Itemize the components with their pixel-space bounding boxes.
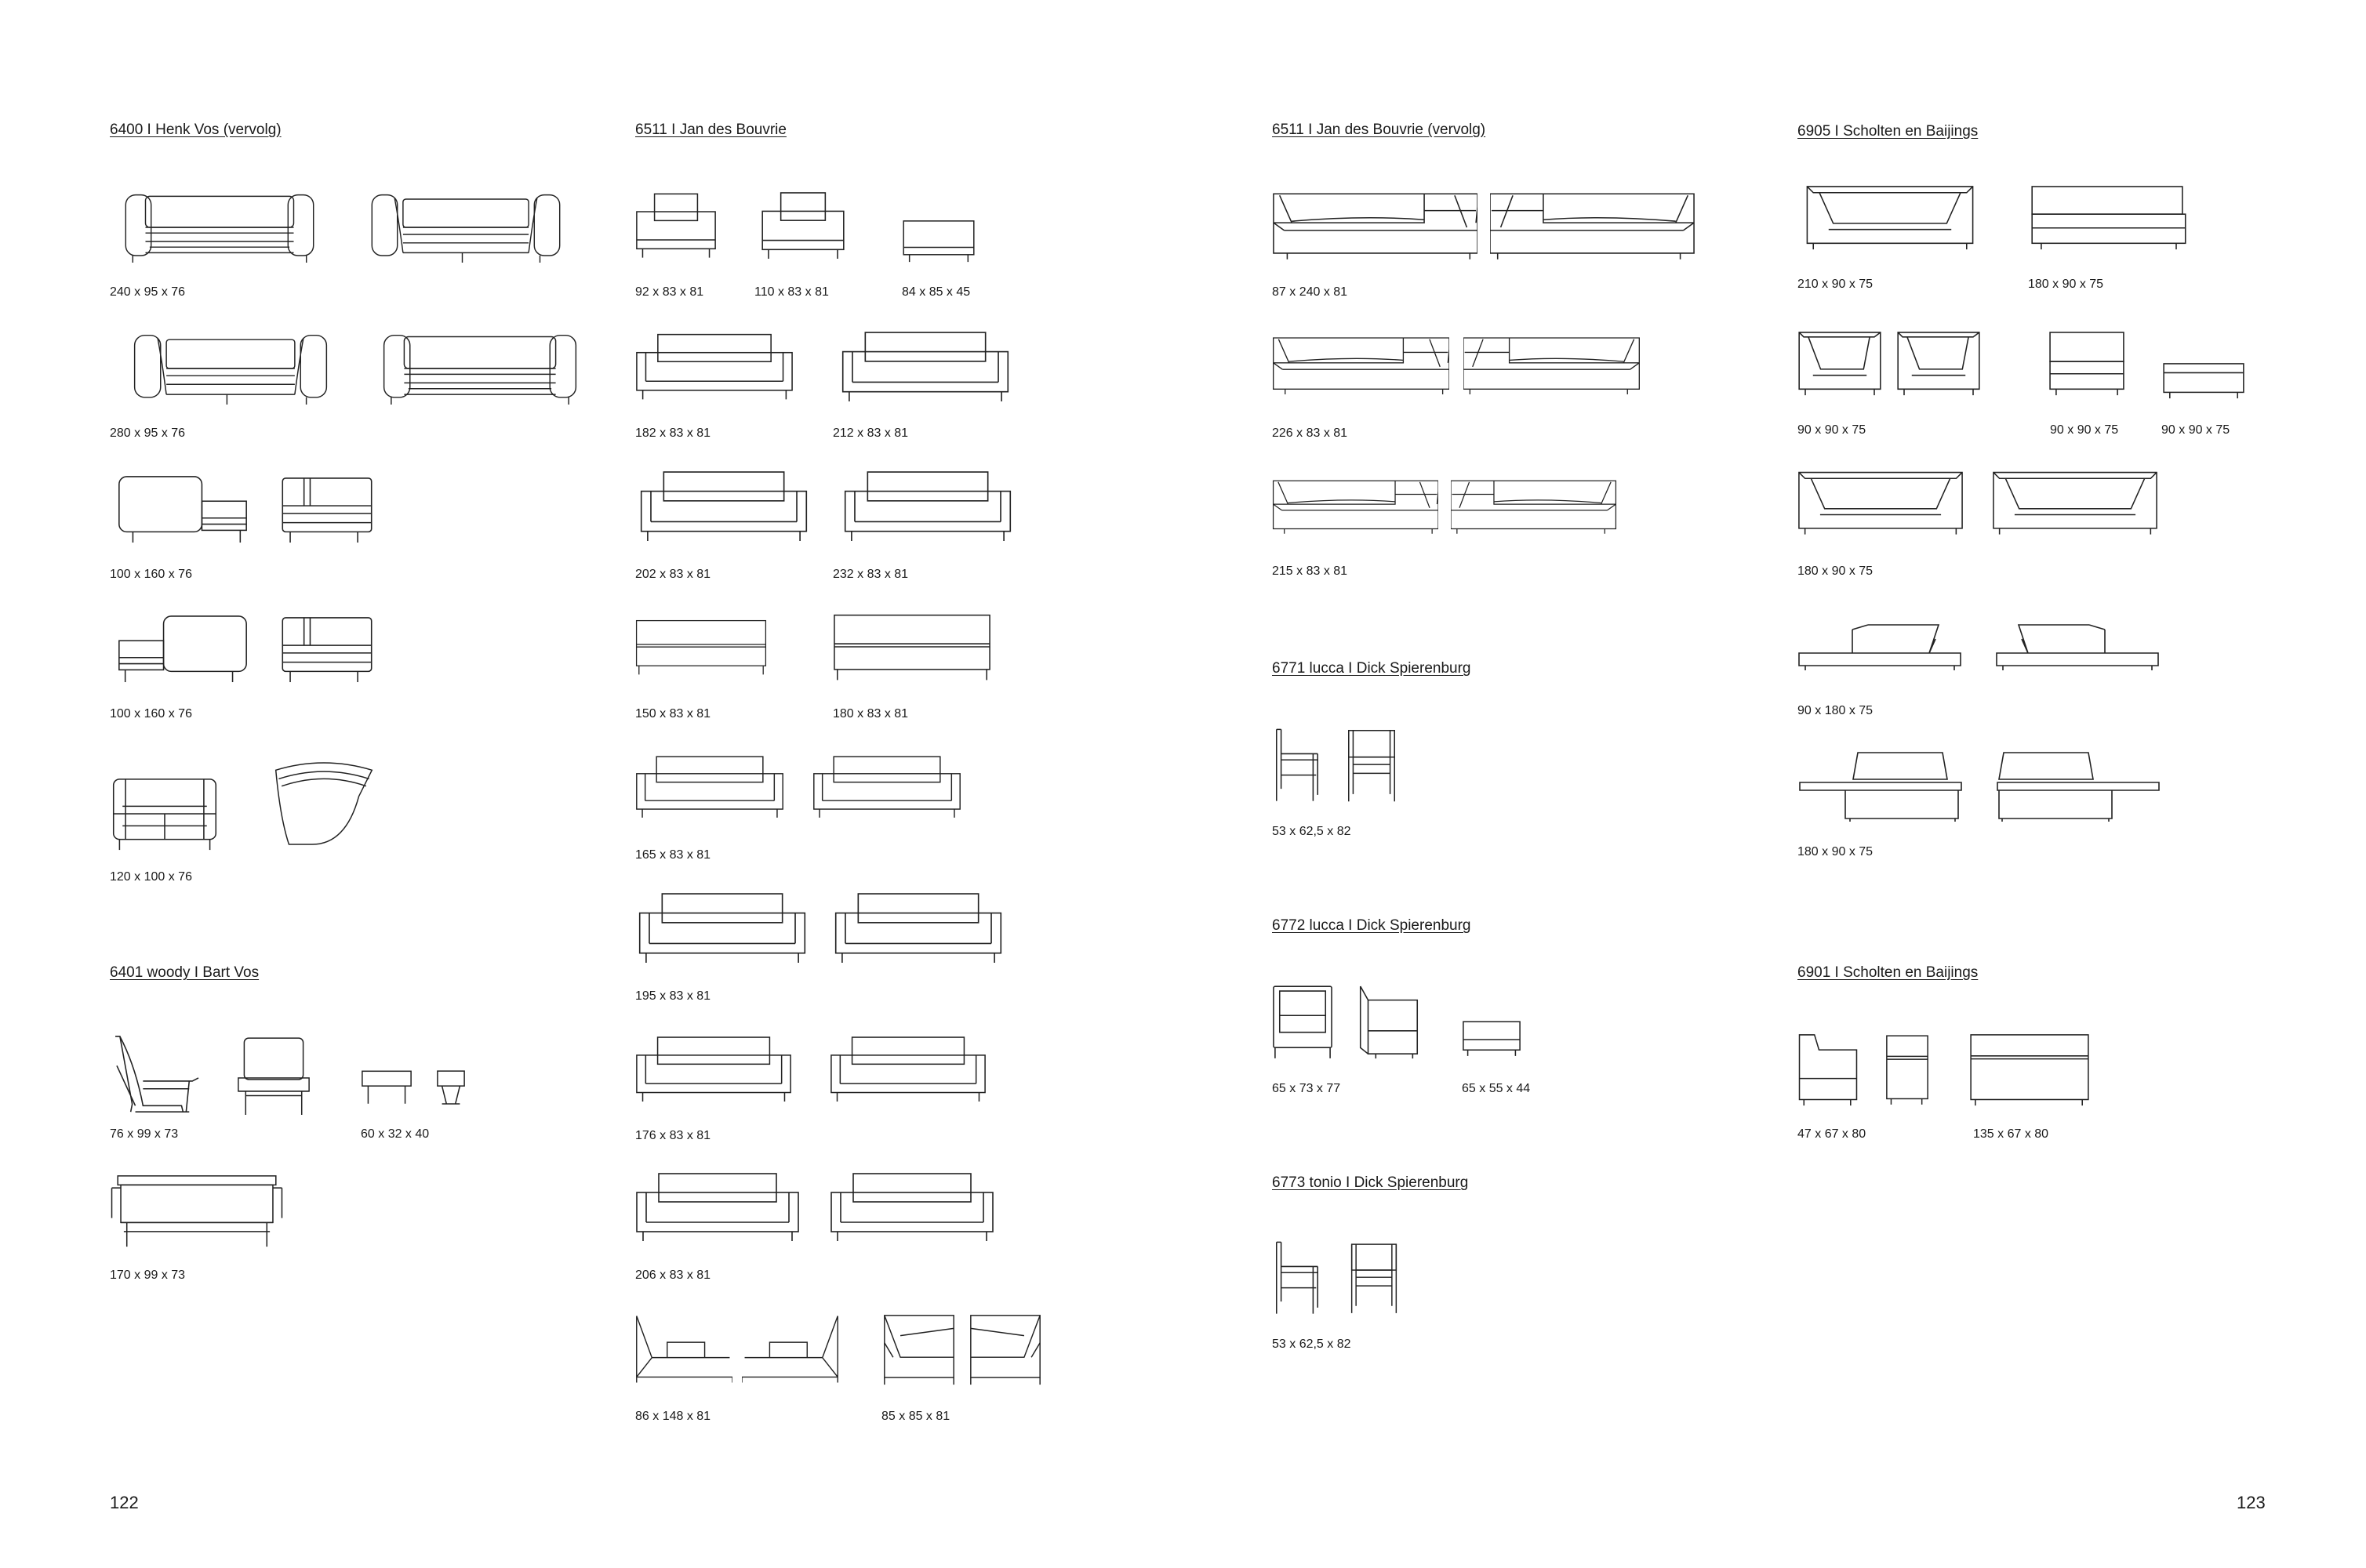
corner-drawing: [968, 1314, 1043, 1386]
chaise-drawing: [1463, 331, 1641, 401]
sofa-drawing: [830, 1033, 987, 1105]
chair-side-drawing: [1270, 1240, 1324, 1317]
sofa-drawing: [1797, 470, 1964, 539]
sofa-drawing: [635, 1033, 792, 1105]
dimension-label: 165 x 83 x 81: [635, 848, 711, 862]
dimension-label: 86 x 148 x 81: [635, 1410, 711, 1423]
dimension-label: 53 x 62,5 x 82: [1272, 1338, 1351, 1351]
dimension-label: 90 x 90 x 75: [2161, 423, 2230, 437]
sofa-drawing: [833, 612, 991, 684]
chaise-drawing: [1272, 191, 1477, 262]
chair-drawing: [1797, 331, 1882, 400]
corner-drawing: [881, 1314, 957, 1386]
sofa-drawing: [830, 1171, 994, 1243]
sofa-drawing: [359, 332, 601, 405]
sofa-drawing: [635, 892, 809, 964]
dimension-label: 47 x 67 x 80: [1797, 1127, 1866, 1141]
dimension-label: 135 x 67 x 80: [1973, 1127, 2049, 1141]
loveseat-drawing: [110, 776, 220, 851]
chaise-drawing: [1490, 191, 1695, 262]
dimension-label: 180 x 90 x 75: [1797, 564, 1874, 578]
dimension-label: 212 x 83 x 81: [833, 426, 909, 440]
module-drawing: [281, 615, 373, 684]
dimension-label: 215 x 83 x 81: [1272, 564, 1348, 578]
chaise-drawing: [110, 615, 256, 684]
sofa-drawing: [2028, 185, 2186, 254]
dimension-label: 180 x 83 x 81: [833, 707, 909, 720]
pouf-drawing: [2161, 362, 2246, 400]
dimension-label: 176 x 83 x 81: [635, 1129, 711, 1142]
sofa-drawing: [1968, 1033, 2091, 1109]
daybed-drawing: [1995, 613, 2160, 681]
sofa-drawing: [635, 612, 767, 684]
dimension-label: 110 x 83 x 81: [754, 285, 829, 299]
section-title-woody: 6401 woody I Bart Vos: [110, 964, 260, 981]
sofa-drawing: [833, 331, 1018, 403]
sofa-drawing: [110, 332, 351, 405]
dimension-label: 195 x 83 x 81: [635, 989, 711, 1003]
dimension-label: 182 x 83 x 81: [635, 426, 711, 440]
chair-side-drawing: [110, 1035, 207, 1120]
chair-front-drawing: [1272, 985, 1333, 1062]
dimension-label: 226 x 83 x 81: [1272, 426, 1348, 440]
dimension-label: 87 x 240 x 81: [1272, 285, 1348, 299]
chair-front-drawing: [1885, 1033, 1929, 1109]
chaise-drawing: [1451, 472, 1617, 543]
sofa-drawing: [359, 192, 572, 263]
dimension-label: 180 x 90 x 75: [2028, 278, 2104, 291]
chair-front-drawing: [1349, 1240, 1399, 1317]
dimension-label: 92 x 83 x 81: [635, 285, 704, 299]
dimension-label: 206 x 83 x 81: [635, 1269, 711, 1282]
dimension-label: 65 x 73 x 77: [1272, 1082, 1341, 1095]
chair-side-drawing: [1357, 985, 1419, 1062]
dimension-label: 210 x 90 x 75: [1797, 278, 1874, 291]
stool-drawing: [361, 1069, 413, 1107]
section-title-scholten-6905: 6905 I Scholten en Baijings: [1797, 123, 1979, 140]
dimension-label: 150 x 83 x 81: [635, 707, 711, 720]
chair-front-drawing: [237, 1035, 311, 1120]
sofa-drawing: [1797, 185, 1983, 254]
dimension-label: 60 x 32 x 40: [361, 1127, 430, 1141]
sofa-drawing: [1992, 470, 2158, 539]
sofa-drawing: [833, 470, 1023, 543]
chair-side-drawing: [1797, 1033, 1859, 1109]
daybed-drawing: [1797, 613, 1962, 681]
bench-drawing: [1995, 751, 2161, 822]
corner-drawing: [273, 757, 375, 850]
dimension-label: 180 x 90 x 75: [1797, 845, 1874, 858]
stool-side-drawing: [436, 1069, 466, 1107]
sofa-drawing: [635, 751, 784, 823]
sofa-drawing: [831, 892, 1005, 964]
chair-front-drawing: [1346, 728, 1397, 804]
sofa-drawing: [635, 1171, 800, 1243]
dimension-label: 65 x 55 x 44: [1462, 1082, 1531, 1095]
dimension-label: 90 x 180 x 75: [1797, 704, 1874, 717]
chair-drawing: [2048, 331, 2125, 400]
section-title-bouvrie: 6511 I Jan des Bouvrie: [635, 122, 787, 138]
chair-side-drawing: [1270, 728, 1324, 804]
chair-drawing: [1896, 331, 1981, 400]
chaise-drawing: [1272, 472, 1438, 543]
chair-drawing: [754, 191, 852, 260]
section-title-scholten-6901: 6901 I Scholten en Baijings: [1797, 964, 1979, 981]
sofa-drawing: [110, 192, 329, 263]
dimension-label: 85 x 85 x 81: [881, 1410, 950, 1423]
sofa-drawing: [812, 751, 961, 823]
section-title-tonio: 6773 tonio I Dick Spierenburg: [1272, 1174, 1469, 1191]
sofa-drawing: [635, 331, 794, 403]
bench-drawing: [742, 1312, 839, 1386]
dimension-label: 240 x 95 x 76: [110, 285, 186, 299]
sofa-drawing: [110, 1173, 284, 1248]
dimension-label: 120 x 100 x 76: [110, 870, 192, 884]
chair-drawing: [635, 191, 717, 260]
dimension-label: 100 x 160 x 76: [110, 707, 192, 720]
dimension-label: 170 x 99 x 73: [110, 1269, 186, 1282]
bench-drawing: [1797, 751, 1964, 822]
chaise-drawing: [110, 475, 256, 544]
chaise-drawing: [1272, 331, 1449, 401]
page-number-right: 123: [2237, 1493, 2266, 1512]
section-title-bouvrie-vervolg: 6511 I Jan des Bouvrie (vervolg): [1272, 122, 1486, 138]
pouf-drawing: [1462, 1019, 1521, 1058]
dimension-label: 53 x 62,5 x 82: [1272, 825, 1351, 838]
section-title-lucca-6771: 6771 lucca I Dick Spierenburg: [1272, 660, 1471, 677]
dimension-label: 84 x 85 x 45: [902, 285, 971, 299]
dimension-label: 232 x 83 x 81: [833, 568, 909, 581]
section-title-lucca-6772: 6772 lucca I Dick Spierenburg: [1272, 917, 1471, 934]
module-drawing: [281, 475, 373, 544]
dimension-label: 202 x 83 x 81: [635, 568, 711, 581]
dimension-label: 90 x 90 x 75: [2050, 423, 2119, 437]
pouf-drawing: [902, 220, 976, 263]
dimension-label: 280 x 95 x 76: [110, 426, 186, 440]
dimension-label: 76 x 99 x 73: [110, 1127, 179, 1141]
dimension-label: 100 x 160 x 76: [110, 568, 192, 581]
section-title-henk-vos: 6400 I Henk Vos (vervolg): [110, 122, 282, 138]
sofa-drawing: [635, 470, 812, 543]
page-number-left: 122: [110, 1493, 139, 1512]
bench-drawing: [635, 1312, 732, 1386]
dimension-label: 90 x 90 x 75: [1797, 423, 1866, 437]
